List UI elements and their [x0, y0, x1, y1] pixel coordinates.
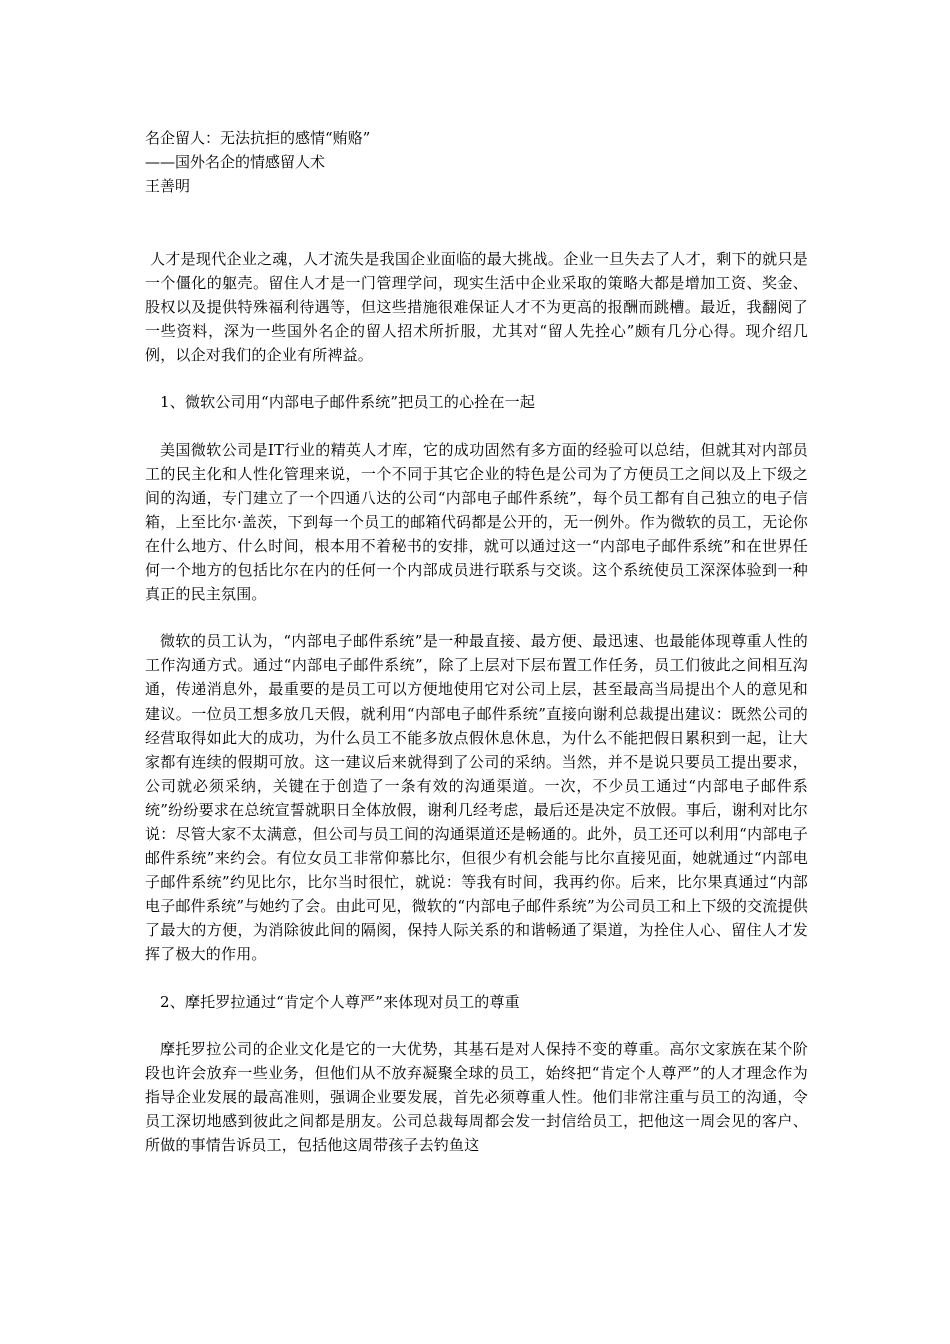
document-body	[145, 247, 808, 1180]
document-subtitle: ——国外名企的情感留人术	[145, 153, 326, 171]
document-author: 王善明	[145, 177, 191, 195]
section-2-heading: 2、摩托罗拉通过“肯定个人尊严”来体现对员工的尊重	[160, 992, 520, 1011]
section-1-paragraph-2: 微软的员工认为，“内部电子邮件系统”是一种最直接、最方便、最迅速、也最能体现尊重人性的工作沟通方式。通过“内部电子邮件系统”，除了上层对下层布置工作任务，员工们彼此之间相互沟通，传递消息外，最重要的是员工可以方便地使用它对公司上层，甚至最高当局提出个人的意见和建议。一位员工想多放几天假，就利用“内部电子邮件系统”直接向谢利总裁提出建议：既然公司的经营取得如此大的成功，为什么员工不能多放点假休息休息，为什么不能把假日累积到一起，让大家都有连续的假期可放。这一建议后来就得到了公司的采纳。当然，并不是说只要员工提出要求，公司就必须采纳，关键在于创造了一条有效的沟通渠道。一次，不少员工通过“内部电子邮件系统”纷纷要求在总统宣誓就职日全体放假，谢利几经考虑，最后还是决定不放假。事后，谢利对比尔说：尽管大家不太满意，但公司与员工间的沟通渠道还是畅通的。此外，员工还可以利用“内部电子邮件系统”来约会。有位女员工非常仰慕比尔，但很少有机会能与比尔直接见面，她就通过“内部电子邮件系统”约见比尔，比尔当时很忙，就说：等我有时间，我再约你。后来，比尔果真通过“内部电子邮件系统”与她约了会。由此可见，微软的“内部电子邮件系统”为公司员工和上下级的交流提供了最大的方便，为消除彼此间的隔阂，保持人际关系的和谐畅通了渠道，为拴住人心、留住人才发挥了极大的作用。	[145, 632, 808, 964]
section-1-heading: 1、微软公司用“内部电子邮件系统”把员工的心拴在一起	[160, 393, 536, 412]
intro-paragraph: 人才是现代企业之魂，人才流失是我国企业面临的最大挑战。企业一旦失去了人才，剩下的就只是一个僵化的躯壳。留住人才是一门管理学问，现实生活中企业采取的策略大都是增加工资、奖金、股权以及提供特殊福利待遇等，但这些措施很难保证人才不为更高的报酬而跳槽。最近，我翻阅了一些资料，深为一些国外名企的留人招术所折服，尤其对“留人先拴心”颇有几分心得。现介绍几例，以企对我们的企业有所裨益。	[145, 250, 808, 365]
document-header	[145, 126, 805, 198]
section-2-paragraph-1: 摩托罗拉公司的企业文化是它的一大优势，其基石是对人保持不变的尊重。高尔文家族在某个阶段也许会放弃一些业务，但他们从不放弃凝聚全球的员工，始终把“肯定个人尊严”的人才理念作为指导企业发展的最高准则，强调企业要发展，首先必须尊重人性。他们非常注重与员工的沟通，令员工深切地感到彼此之间都是朋友。公司总裁每周都会发一封信给员工，把他这一周会见的客户、所做的事情告诉员工，包括他这周带孩子去钓鱼这	[145, 1039, 808, 1154]
document-title: 名企留人：无法抗拒的感情“贿赂”	[145, 129, 371, 147]
section-1-paragraph-1: 美国微软公司是IT行业的精英人才库，它的成功固然有多方面的经验可以总结，但就其对内部员工的民主化和人性化管理来说，一个不同于其它企业的特色是公司为了方便员工之间以及上下级之间的沟通，专门建立了一个四通八达的公司“内部电子邮件系统”，每个员工都有自己独立的电子信箱，上至比尔·盖茨，下到每一个员工的邮箱代码都是公开的，无一例外。作为微软的员工，无论你在什么地方、什么时间，根本用不着秘书的安排，就可以通过这一“内部电子邮件系统”和在世界任何一个地方的包括比尔在内的任何一个内部成员进行联系与交谈。这个系统使员工深深体验到一种真正的民主氛围。	[145, 440, 808, 604]
